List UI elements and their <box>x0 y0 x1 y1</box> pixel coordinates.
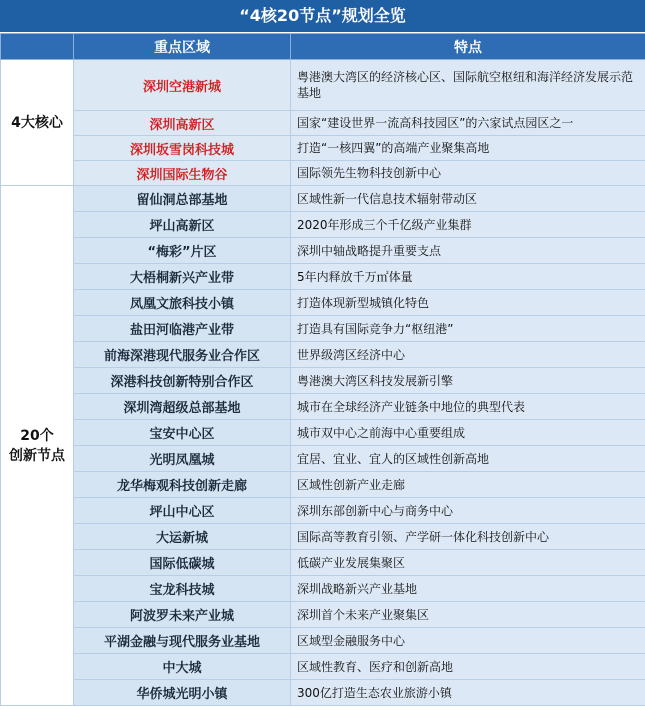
header-blank <box>1 34 74 60</box>
node-area-name: 留仙洞总部基地 <box>74 186 291 212</box>
table-row <box>1 264 645 290</box>
node-area-name: 凤凰文旅科技小镇 <box>74 290 291 316</box>
node-area-feature: 2020年形成三个千亿级产业集群 <box>291 212 645 238</box>
table-row <box>1 186 645 212</box>
node-area-feature: 区域型金融服务中心 <box>291 628 645 654</box>
core-area-feature: 国家“建设世界一流高科技园区”的六家试点园区之一 <box>291 111 645 136</box>
table-row <box>1 446 645 472</box>
table-row <box>1 368 645 394</box>
table-body <box>1 60 645 706</box>
table-row <box>1 136 645 161</box>
node-area-name: 深港科技创新特别合作区 <box>74 368 291 394</box>
node-area-feature: 城市双中心之前海中心重要组成 <box>291 420 645 446</box>
node-area-name: 中大城 <box>74 654 291 680</box>
node-area-name: 阿波罗未来产业城 <box>74 602 291 628</box>
node-area-feature: 打造体现新型城镇化特色 <box>291 290 645 316</box>
node-area-feature: 国际高等教育引领、产学研一体化科技创新中心 <box>291 524 645 550</box>
table-row <box>1 161 645 186</box>
node-area-feature: 深圳战略新兴产业基地 <box>291 576 645 602</box>
group-nodes-label <box>1 186 74 706</box>
core-area-name: 深圳坂雪岗科技城 <box>74 136 291 161</box>
node-area-name: 宝安中心区 <box>74 420 291 446</box>
node-area-feature: 深圳首个未来产业聚集区 <box>291 602 645 628</box>
table-row <box>1 654 645 680</box>
node-area-feature: 城市在全球经济产业链条中地位的典型代表 <box>291 394 645 420</box>
header-feature: 特点 <box>291 34 645 60</box>
node-area-name: 华侨城光明小镇 <box>74 680 291 706</box>
node-area-name: 盐田河临港产业带 <box>74 316 291 342</box>
group-core-label: 4大核心 <box>1 60 74 186</box>
node-area-name: “梅彩”片区 <box>74 238 291 264</box>
core-area-feature: 粤港澳大湾区的经济核心区、国际航空枢纽和海洋经济发展示范基地 <box>291 60 645 111</box>
core-area-name: 深圳高新区 <box>74 111 291 136</box>
plan-table <box>0 33 645 706</box>
node-area-name: 大梧桐新兴产业带 <box>74 264 291 290</box>
table-row <box>1 342 645 368</box>
node-area-feature: 深圳中轴战略提升重要支点 <box>291 238 645 264</box>
table-row <box>1 316 645 342</box>
node-area-name: 坪山高新区 <box>74 212 291 238</box>
core-area-feature: 国际领先生物科技创新中心 <box>291 161 645 186</box>
group-nodes-line2: 创新节点 <box>9 447 65 464</box>
node-area-feature: 世界级湾区经济中心 <box>291 342 645 368</box>
node-area-feature: 粤港澳大湾区科技发展新引擎 <box>291 368 645 394</box>
node-area-feature: 300亿打造生态农业旅游小镇 <box>291 680 645 706</box>
node-area-name: 光明凤凰城 <box>74 446 291 472</box>
node-area-feature: 打造具有国际竞争力“枢纽港” <box>291 316 645 342</box>
node-area-name: 坪山中心区 <box>74 498 291 524</box>
node-area-name: 宝龙科技城 <box>74 576 291 602</box>
node-area-feature: 区域性教育、医疗和创新高地 <box>291 654 645 680</box>
table-row <box>1 60 645 111</box>
node-area-feature: 区域性创新产业走廊 <box>291 472 645 498</box>
node-area-name: 前海深港现代服务业合作区 <box>74 342 291 368</box>
node-area-feature: 宜居、宜业、宜人的区域性创新高地 <box>291 446 645 472</box>
table-row <box>1 628 645 654</box>
header-row <box>1 34 645 60</box>
core-area-feature: 打造“一核四翼”的高端产业聚集高地 <box>291 136 645 161</box>
table-row <box>1 212 645 238</box>
node-area-name: 国际低碳城 <box>74 550 291 576</box>
table-row <box>1 238 645 264</box>
node-area-name: 深圳湾超级总部基地 <box>74 394 291 420</box>
table-row <box>1 576 645 602</box>
node-area-feature: 深圳东部创新中心与商务中心 <box>291 498 645 524</box>
table-row <box>1 394 645 420</box>
node-area-feature: 区域性新一代信息技术辐射带动区 <box>291 186 645 212</box>
node-area-name: 大运新城 <box>74 524 291 550</box>
table-row <box>1 111 645 136</box>
node-area-name: 龙华梅观科技创新走廊 <box>74 472 291 498</box>
table-title: “4核20节点”规划全览 <box>0 0 645 33</box>
table-row <box>1 602 645 628</box>
table-row <box>1 524 645 550</box>
node-area-feature: 5年内释放千万㎡体量 <box>291 264 645 290</box>
table-row <box>1 472 645 498</box>
table-row <box>1 680 645 706</box>
table-row <box>1 550 645 576</box>
core-area-name: 深圳空港新城 <box>74 60 291 111</box>
node-area-name: 平湖金融与现代服务业基地 <box>74 628 291 654</box>
core-area-name: 深圳国际生物谷 <box>74 161 291 186</box>
group-nodes-line1: 20个 <box>20 427 54 444</box>
table-row <box>1 290 645 316</box>
table-row <box>1 498 645 524</box>
table-row <box>1 420 645 446</box>
header-area: 重点区域 <box>74 34 291 60</box>
node-area-feature: 低碳产业发展集聚区 <box>291 550 645 576</box>
